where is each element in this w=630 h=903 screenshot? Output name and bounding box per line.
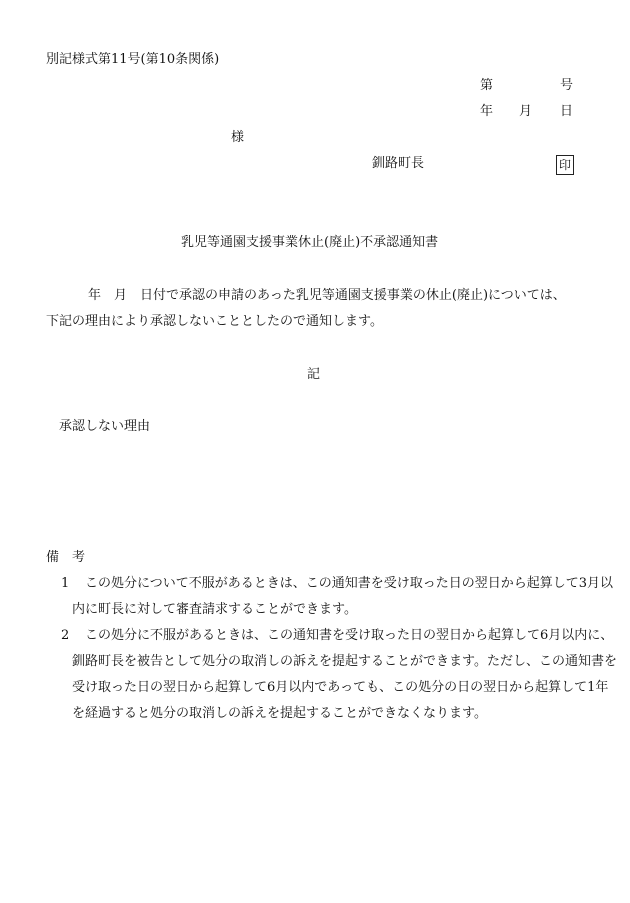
reason-label: 承認しない理由 (59, 419, 151, 434)
note-line: 内に町長に対して審査請求することができます。 (72, 602, 357, 617)
form-number: 別記様式第11号(第10条関係) (46, 52, 220, 67)
date-month: 月 (519, 104, 533, 119)
doc-number-prefix: 第 (480, 78, 494, 93)
ki-heading: 記 (307, 367, 321, 382)
addressee-suffix: 様 (231, 130, 245, 145)
body-line-2: 下記の理由により承認しないこととしたので通知します。 (46, 314, 383, 329)
note-number: 1 (61, 576, 70, 591)
doc-number-suffix: 号 (560, 78, 574, 93)
sender-name: 釧路町長 (372, 156, 425, 171)
date-year: 年 (480, 104, 494, 119)
seal-mark: 印 (556, 155, 574, 175)
note-number: 2 (61, 628, 70, 643)
note-line: 受け取った日の翌日から起算して6月以内であっても、この処分の日の翌日から起算して1年 (72, 680, 609, 695)
notes-heading: 備 考 (46, 550, 86, 565)
document-title: 乳児等通園支援事業休止(廃止)不承認通知書 (181, 235, 439, 250)
note-line: この処分について不服があるときは、この通知書を受け取った日の翌日から起算して3月以 (85, 576, 614, 591)
note-line: この処分に不服があるときは、この通知書を受け取った日の翌日から起算して6月以内に、 (85, 628, 614, 643)
note-line: を経過すると処分の取消しの訴えを提起することができなくなります。 (72, 706, 487, 721)
date-day: 日 (560, 104, 574, 119)
body-line-1: 年 月 日付で承認の申請のあった乳児等通園支援事業の休止(廃止)については、 (88, 288, 566, 303)
note-line: 釧路町長を被告として処分の取消しの訴えを提起することができます。ただし、この通知書を (72, 654, 617, 669)
